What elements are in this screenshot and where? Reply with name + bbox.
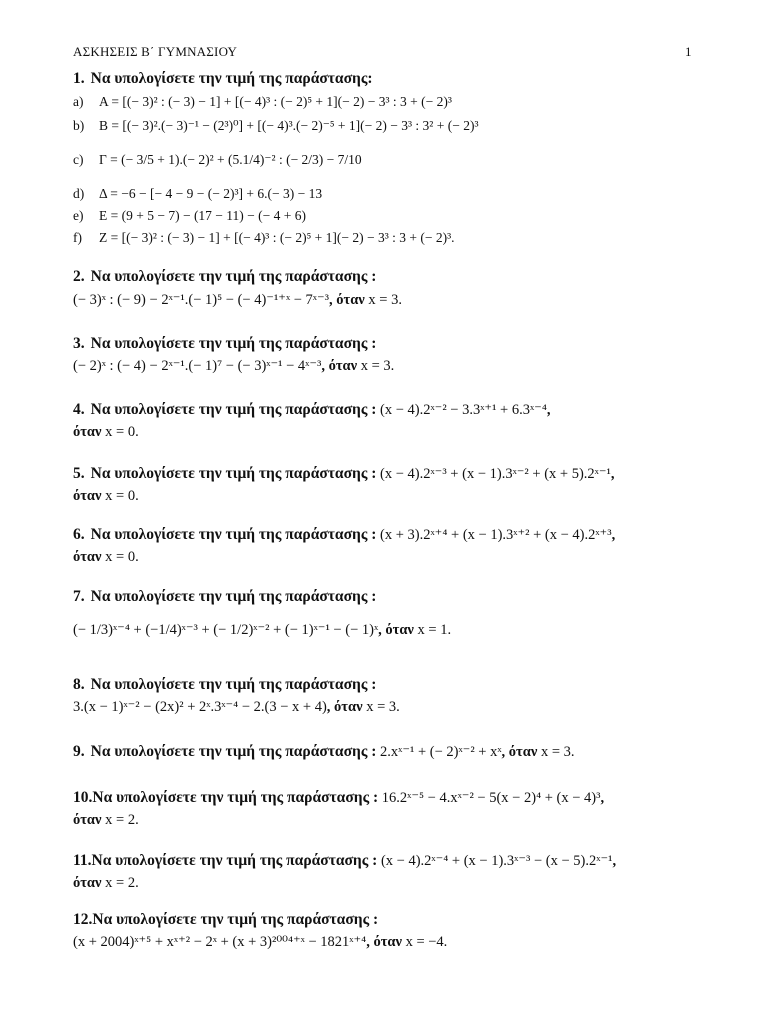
exercise-2-number: 2. (73, 268, 85, 285)
exercise-6-line: 6. Να υπολογίσετε την τιμή της παράστασης : (x + 3).2ˣ⁺⁴ + (x − 1).3ˣ⁺² + (x − 4).2ˣ⁺³, (73, 526, 616, 543)
exercise-1a (73, 94, 452, 110)
when-label: όταν (385, 622, 414, 638)
exercise-9-condition: x = 3. (540, 744, 575, 760)
exercise-5-line: 5. Να υπολογίσετε την τιμή της παράστασης : (x − 4).2ˣ⁻³ + (x − 1).3ˣ⁻² + (x + 5).2ˣ⁻¹, (73, 465, 615, 482)
exercise-3-number: 3. (73, 335, 85, 352)
exercise-3-expression-line: (− 2)ˣ : (− 4) − 2ˣ⁻¹.(− 1)⁷ − (− 3)ˣ⁻¹ − 4ˣ⁻³, όταν x = 3. (73, 358, 395, 374)
exercise-10-number: 10. (73, 789, 93, 806)
when-label: όταν (73, 549, 102, 565)
exercise-5-number: 5. (73, 465, 85, 482)
exercise-8-prompt: Να υπολογίσετε την τιμή της παράστασης : (90, 676, 377, 693)
exercise-1e (73, 208, 306, 224)
exercise-1-prompt: Να υπολογίσετε την τιμή της παράστασης: (90, 70, 373, 87)
exercise-11-expression: (x − 4).2ˣ⁻⁴ + (x − 1).3ˣ⁻³ − (x − 5).2ˣ⁻¹ (380, 853, 613, 869)
exercise-10-line: 10.Να υπολογίσετε την τιμή της παράστασης : 16.2ˣ⁻⁵ − 4.xˣ⁻² − 5(x − 2)⁴ + (x − 4)³, (73, 789, 605, 806)
exercise-12-expression: (x + 2004)ˣ⁺⁵ + xˣ⁺² − 2ˣ + (x + 3)²⁰⁰⁴⁺ˣ − 1821ˣ⁺⁴ (73, 934, 367, 950)
exercise-5-condition-line (73, 488, 139, 505)
exercise-10-expression: 16.2ˣ⁻⁵ − 4.xˣ⁻² − 5(x − 2)⁴ + (x − 4)³ (381, 790, 601, 806)
exercise-2-prompt: Να υπολογίσετε την τιμή της παράστασης : (90, 268, 377, 285)
exercise-12-number: 12. (73, 911, 93, 928)
exercise-3-heading (73, 335, 376, 353)
exercise-4-expression: (x − 4).2ˣ⁻² − 3.3ˣ⁺¹ + 6.3ˣ⁻⁴ (380, 402, 547, 418)
exercise-2-heading (73, 268, 376, 286)
item-label: f) (73, 230, 82, 245)
exercise-4-number: 4. (73, 401, 85, 418)
item-expression: Β = [(− 3)².(− 3)⁻¹ − (2³)⁰] + [(− 4)³.(− 2)⁻⁵ + 1](− 2) − 3³ : 3² + (− 2)³ (99, 118, 479, 133)
exercise-6-prompt: Να υπολογίσετε την τιμή της παράστασης : (90, 526, 377, 543)
exercise-4-condition: x = 0. (105, 424, 139, 440)
exercise-10-condition: x = 2. (105, 812, 139, 828)
exercise-4-prompt: Να υπολογίσετε την τιμή της παράστασης : (90, 401, 377, 418)
exercise-3-prompt: Να υπολογίσετε την τιμή της παράστασης : (90, 335, 377, 352)
exercise-11-condition: x = 2. (105, 875, 139, 891)
exercise-7-expression: (− 1/3)ˣ⁻⁴ + (−1/4)ˣ⁻³ + (− 1/2)ˣ⁻² + (− 1)ˣ⁻¹ − (− 1)ˣ (73, 622, 379, 638)
when-label: όταν (328, 358, 358, 374)
item-expression: Γ = (− 3/5 + 1).(− 2)² + (5.1/4)⁻² : (− 2/3) − 7/10 (99, 152, 362, 167)
exercise-1d (73, 186, 322, 202)
item-expression: Ζ = [(− 3)² : (− 3) − 1] + [(− 4)³ : (− 2)⁵ + 1](− 2) − 3³ : 3 + (− 2)³. (99, 230, 455, 245)
exercise-4-line: 4. Να υπολογίσετε την τιμή της παράστασης : (x − 4).2ˣ⁻² − 3.3ˣ⁺¹ + 6.3ˣ⁻⁴, (73, 401, 551, 418)
exercise-9-expression: 2.xˣ⁻¹ + (− 2)ˣ⁻² + xˣ (380, 744, 502, 760)
exercise-3-expression: (− 2)ˣ : (− 4) − 2ˣ⁻¹.(− 1)⁷ − (− 3)ˣ⁻¹ − 4ˣ⁻³ (73, 358, 322, 374)
exercise-6-number: 6. (73, 526, 85, 543)
item-label: a) (73, 94, 84, 109)
exercise-12-expression-line: (x + 2004)ˣ⁺⁵ + xˣ⁺² − 2ˣ + (x + 3)²⁰⁰⁴⁺ˣ − 1821ˣ⁺⁴, όταν x = −4. (73, 934, 448, 950)
when-label: όταν (373, 934, 402, 950)
exercise-2-condition: x = 3. (368, 292, 402, 308)
exercise-11-number: 11. (73, 852, 92, 869)
item-expression: Ε = (9 + 5 − 7) − (17 − 11) − (− 4 + 6) (99, 208, 307, 223)
exercise-12-heading (73, 911, 378, 929)
exercise-2-expression: (− 3)ˣ : (− 9) − 2ˣ⁻¹.(− 1)⁵ − (− 4)⁻¹⁺ˣ − 7ˣ⁻³ (73, 292, 330, 308)
item-label: c) (73, 152, 84, 167)
exercise-5-condition: x = 0. (105, 488, 139, 504)
exercise-12-prompt: Να υπολογίσετε την τιμή της παράστασης : (92, 911, 379, 928)
when-label: όταν (508, 744, 538, 760)
when-label: όταν (73, 424, 102, 440)
exercise-7-condition: x = 1. (417, 622, 452, 638)
exercise-9-line: 9. Να υπολογίσετε την τιμή της παράστασης : 2.xˣ⁻¹ + (− 2)ˣ⁻² + xˣ, όταν x = 3. (73, 743, 575, 760)
exercise-11-condition-line (73, 875, 139, 892)
item-expression: Α = [(− 3)² : (− 3) − 1] + [(− 4)³ : (− 2)⁵ + 1](− 2) − 3³ : 3 + (− 2)³ (99, 94, 452, 109)
when-label: όταν (73, 812, 102, 828)
when-label: όταν (73, 875, 102, 891)
exercise-11-prompt: Να υπολογίσετε την τιμή της παράστασης : (91, 852, 378, 869)
when-label: όταν (336, 292, 365, 308)
item-label: b) (73, 118, 85, 133)
exercise-5-prompt: Να υπολογίσετε την τιμή της παράστασης : (90, 465, 377, 482)
exercise-5-expression: (x − 4).2ˣ⁻³ + (x − 1).3ˣ⁻² + (x + 5).2ˣ⁻¹ (380, 466, 611, 482)
page-number: 1 (685, 44, 692, 59)
exercise-1-number: 1. (73, 70, 85, 87)
item-label: e) (73, 208, 84, 223)
exercise-7-expression-line: (− 1/3)ˣ⁻⁴ + (−1/4)ˣ⁻³ + (− 1/2)ˣ⁻² + (− 1)ˣ⁻¹ − (− 1)ˣ, όταν x = 1. (73, 622, 452, 638)
exercise-12-condition: x = −4. (405, 934, 448, 950)
exercise-6-condition-line (73, 549, 139, 566)
exercise-6-expression: (x + 3).2ˣ⁺⁴ + (x − 1).3ˣ⁺² + (x − 4).2ˣ⁺³ (380, 527, 612, 543)
header-title: ΑΣΚΗΣΕΙΣ Β΄ ΓΥΜΝΑΣΙΟΥ (73, 44, 238, 59)
exercise-2-expression-line: (− 3)ˣ : (− 9) − 2ˣ⁻¹.(− 1)⁵ − (− 4)⁻¹⁺ˣ − 7ˣ⁻³, όταν x = 3. (73, 292, 402, 308)
exercise-6-condition: x = 0. (105, 549, 139, 565)
when-label: όταν (73, 488, 102, 504)
item-expression: Δ = −6 − [− 4 − 9 − (− 2)³] + 6.(− 3) − 13 (99, 186, 323, 201)
exercise-8-condition: x = 3. (366, 699, 400, 715)
exercise-8-expression: 3.(x − 1)ˣ⁻² − (2x)² + 2ˣ.3ˣ⁻⁴ − 2.(3 − x + 4) (73, 699, 327, 715)
exercise-7-number: 7. (73, 588, 85, 605)
exercise-7-prompt: Να υπολογίσετε την τιμή της παράστασης : (90, 588, 377, 605)
when-label: όταν (334, 699, 363, 715)
exercise-11-line: 11.Να υπολογίσετε την τιμή της παράστασης : (x − 4).2ˣ⁻⁴ + (x − 1).3ˣ⁻³ − (x − 5).2ˣ⁻¹, (73, 852, 617, 869)
exercise-1b (73, 118, 479, 134)
exercise-3-condition: x = 3. (360, 358, 395, 374)
exercise-1-heading (73, 70, 373, 88)
exercise-8-heading (73, 676, 376, 694)
exercise-10-prompt: Να υπολογίσετε την τιμή της παράστασης : (92, 789, 379, 806)
exercise-4-condition-line (73, 424, 139, 441)
exercise-9-number: 9. (73, 743, 85, 760)
exercise-9-prompt: Να υπολογίσετε την τιμή της παράστασης : (90, 743, 377, 760)
exercise-10-condition-line (73, 812, 139, 829)
exercise-7-heading (73, 588, 376, 606)
exercise-1c (73, 152, 362, 168)
exercise-8-expression-line: 3.(x − 1)ˣ⁻² − (2x)² + 2ˣ.3ˣ⁻⁴ − 2.(3 − x + 4), όταν x = 3. (73, 699, 400, 715)
item-label: d) (73, 186, 85, 201)
exercise-8-number: 8. (73, 676, 85, 693)
exercise-1f (73, 230, 455, 246)
